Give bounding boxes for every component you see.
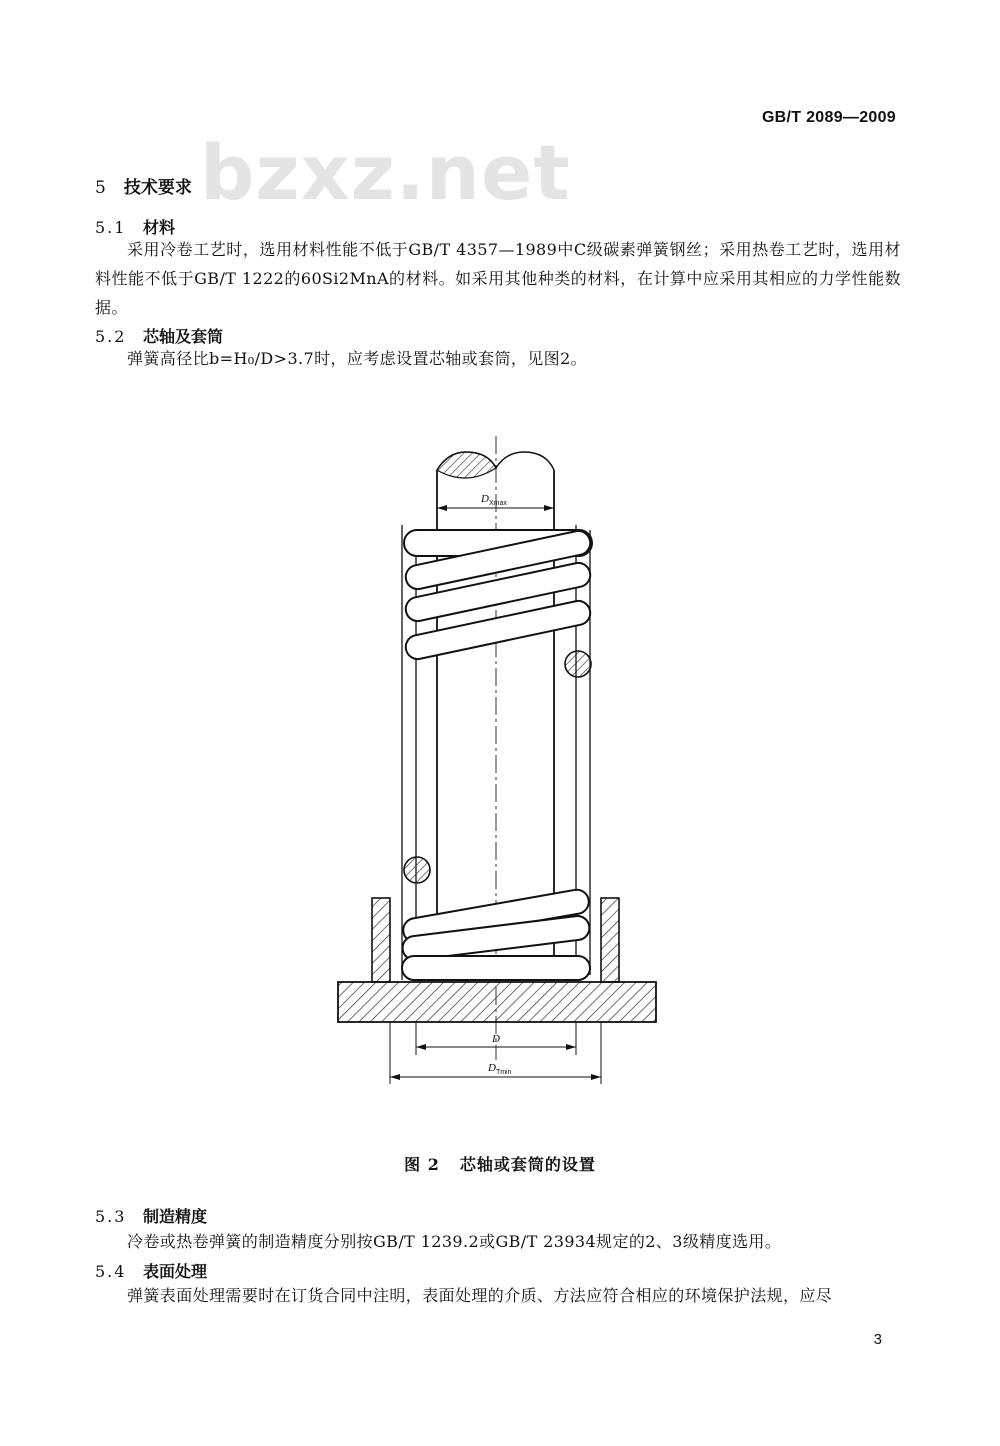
heading-title: 表面处理 [143,1262,208,1281]
standard-number: GB/T 2089—2009 [761,109,896,126]
paragraph-5-3: 冷卷或热卷弹簧的制造精度分别按GB/T 1239.2或GB/T 23934规定的2、3级精度选用。 [127,1232,782,1251]
heading-5-3 [95,1204,207,1227]
spring-top-coils [404,529,593,662]
sleeve-right-wall [601,898,619,982]
paragraph-5-2: 弹簧高径比b=H₀/D>3.7时，应考虑设置芯轴或套筒，见图2。 [127,349,588,368]
section-title: 技术要求 [123,178,192,198]
heading-number: 5.4 [95,1262,127,1281]
label-d: D [492,1033,500,1045]
watermark: bzxz.net [200,128,571,217]
figure-caption [0,1152,1000,1175]
wire-section-left [404,857,430,883]
heading-title: 材料 [143,218,176,237]
wire-section-right [565,651,591,677]
section-number: 5 [95,178,106,198]
heading-title: 制造精度 [143,1207,208,1226]
mandrel-section-hatch [437,452,496,478]
heading-number: 5.1 [95,218,127,237]
base-plate [338,982,656,1022]
heading-title: 芯轴及套筒 [143,327,224,346]
label-dxmax: $D_{Xmax}$ [481,493,507,507]
caption-number: 图 2 [404,1155,440,1174]
page-number: 3 [873,1331,882,1348]
label-dtmin: $D_{Tmin}$ [488,1062,512,1076]
heading-5-4 [95,1259,207,1282]
paragraph-5-4: 弹簧表面处理需要时在订货合同中注明，表面处理的介质、方法应符合相应的环境保护法规，应尽 [127,1286,833,1305]
caption-text: 芯轴或套筒的设置 [459,1155,596,1174]
heading-number: 5.3 [95,1207,127,1226]
paragraph-5-1: 采用冷卷工艺时，选用材料性能不低于GB/T 4357—1989中C级碳素弹簧钢丝；采用热卷工艺时，选用材料性能不低于GB/T 1222的60Si2MnA的材料。如采用其他种类的材料，在计算中应采用其相应的力学性能数据。 [95,240,901,317]
sleeve-left-wall [372,898,390,982]
heading-number: 5.2 [95,327,127,346]
